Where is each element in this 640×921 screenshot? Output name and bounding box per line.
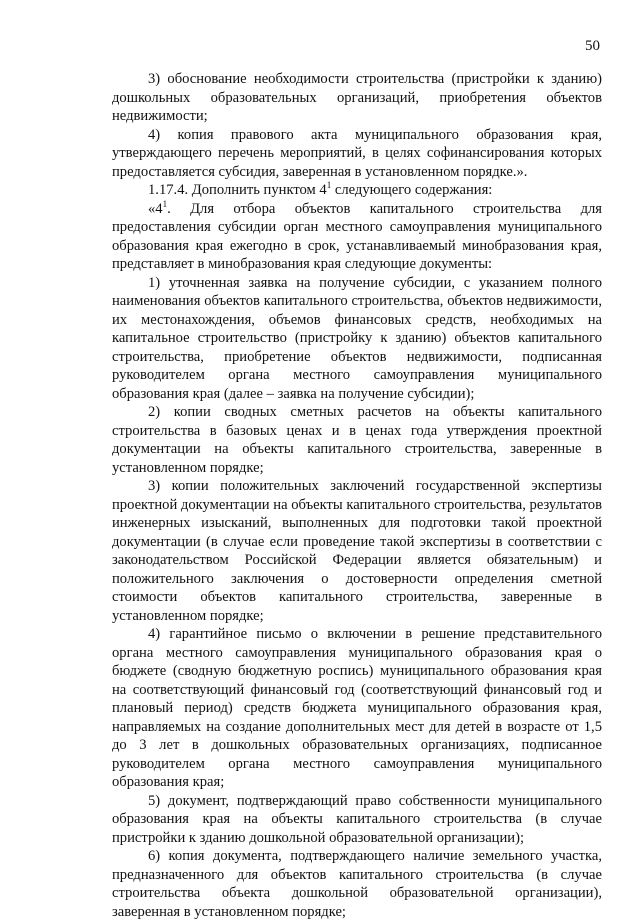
superscript-number: 1	[162, 198, 168, 209]
paragraph-clause-4-1	[112, 200, 602, 274]
paragraph-text: «4	[148, 200, 163, 217]
paragraph-document-4: 4) гарантийное письмо о включении в решение представительного органа местного самоуправления муниципального образования края о бюджете (сводную бюджетную роспись) муниципального образования края на соответствующий финансовый год (соответствующий финансовый год и плановый период) средств бюджета муниципального образования края, направляемых на создание дополнительных мест для детей в возрасте от 1,5 до 3 лет в дошкольных образовательных организациях, подписанное руководителем органа местного самоуправления муниципального образования края;	[112, 626, 602, 790]
paragraph-document-2: 2) копии сводных сметных расчетов на объекты капитального строительства в базовых ценах и в ценах года утверждения проектной документации на объекты капитального строительства, заверенные в установленном порядке;	[112, 404, 602, 476]
paragraph-text: . Для отбора объектов капитального строительства для предоставления субсидии орган местного самоуправления муниципального образования края ежегодно в срок, устанавливаемый минобразования края, представляет в минобразования края следующие документы:	[112, 200, 602, 272]
page-number: 50	[585, 38, 600, 54]
paragraph-text: 1.17.4. Дополнить пунктом 4	[148, 182, 327, 198]
paragraph-item-3: 3) обоснование необходимости строительства (пристройки к зданию) дошкольных образовательных организаций, приобретения объектов недвижимости;	[112, 71, 602, 124]
paragraph-amendment-1-17-4	[112, 181, 602, 200]
paragraph-document-3: 3) копии положительных заключений государственной экспертизы проектной документации на объекты капитального строительства, результатов инженерных изысканий, выполненных для подготовки такой проектной документации (в случае если проведение такой экспертизы в соответствии с законодательством Российской Федерации является обязательным) и положительного заключения о достоверности определения сметной стоимости объектов капитального строительства, заверенные в установленном порядке;	[112, 478, 602, 624]
paragraph-document-1: 1) уточненная заявка на получение субсидии, с указанием полного наименования объектов капитального строительства, объектов недвижимости, их местонахождения, объемов финансовых средств, необходимых на капитальное строительство (пристройку к зданию) объектов капитального строительства, приобретение объектов недвижимости, подписанная руководителем органа местного самоуправления муниципального образования края (далее – заявка на получение субсидии);	[112, 274, 602, 402]
document-body	[112, 70, 602, 921]
paragraph-document-5: 5) документ, подтверждающий право собственности муниципального образования края на объекты капитального строительства (в случае пристройки к зданию дошкольной образовательной организации);	[112, 792, 602, 846]
superscript-number: 1	[326, 180, 332, 190]
paragraph-item-4: 4) копия правового акта муниципального образования края, утверждающего перечень мероприятий, в целях софинансирования которых предоставляется субсидия, заверенная в установленном порядке.».	[112, 126, 602, 180]
paragraph-text: следующего содержания:	[331, 182, 493, 198]
paragraph-document-6: 6) копия документа, подтверждающего наличие земельного участка, предназначенного для объектов капитального строительства (в случае строительства объекта дошкольной образовательной организации), заверенная в установленном порядке;	[112, 848, 602, 920]
